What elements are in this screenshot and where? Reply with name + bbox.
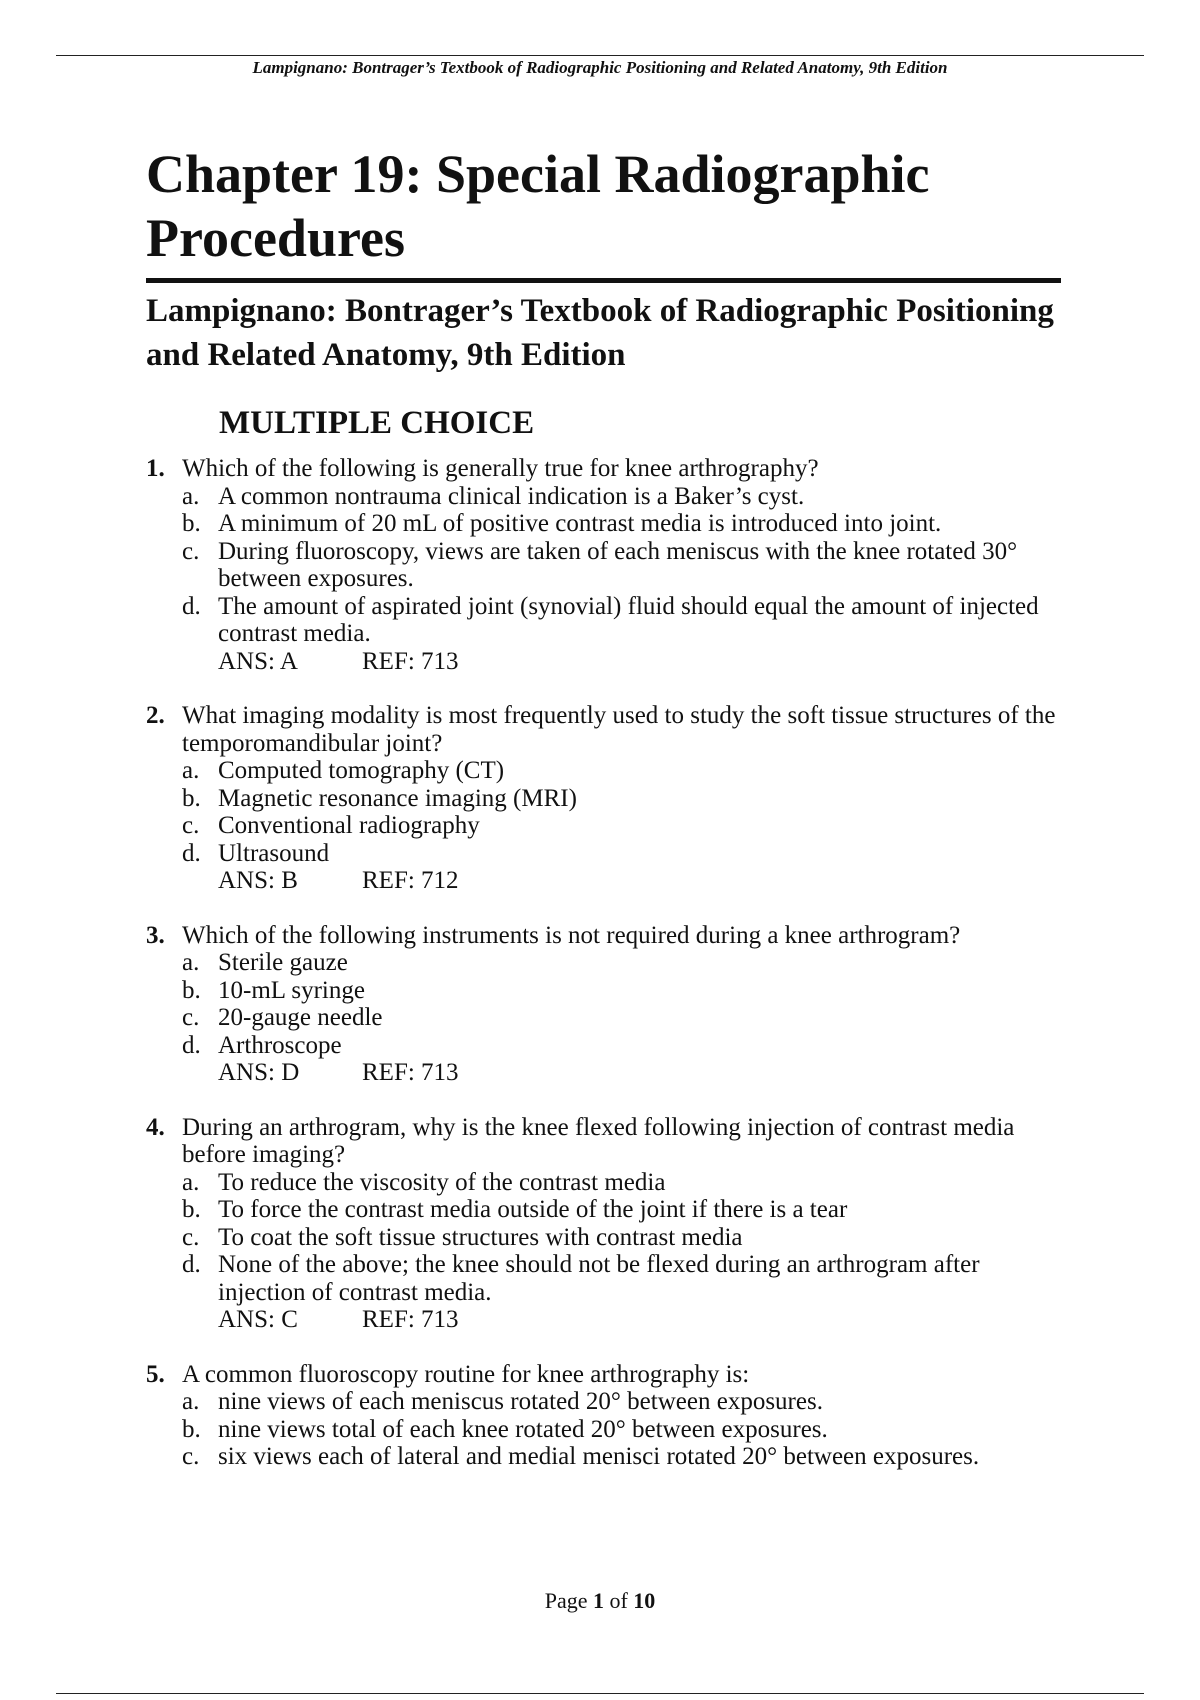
question-text: A common fluoroscopy routine for knee arthrography is: [182, 1360, 750, 1388]
question-number: 1. [146, 455, 165, 482]
option-letter: a. [182, 482, 200, 510]
option-text: To reduce the viscosity of the contrast media [218, 1168, 666, 1196]
option-text: Ultrasound [218, 839, 330, 867]
option-letter: c. [182, 537, 200, 565]
option-c [182, 1443, 1061, 1471]
option-d [182, 1032, 1061, 1060]
question-1 [146, 455, 1061, 675]
option-letter: d. [182, 592, 201, 620]
option-text: 20-gauge needle [218, 1004, 383, 1031]
option-a [182, 1388, 1061, 1416]
question-body [182, 1114, 1061, 1334]
option-letter: b. [182, 1415, 201, 1443]
question-text: Which of the following is generally true for knee arthrography? [182, 455, 819, 482]
question-body [182, 455, 1061, 675]
option-text: A minimum of 20 mL of positive contrast media is introduced into joint. [218, 510, 942, 537]
option-letter: b. [182, 1196, 201, 1223]
option-letter: a. [182, 1388, 200, 1415]
book-title: Lampignano: Bontrager’s Textbook of Radiographic Positioning and Related Anatomy, 9th Edition [146, 293, 1054, 373]
option-letter: d. [182, 1251, 201, 1278]
option-text: None of the above; the knee should not be flexed during an arthrogram after injection of contrast media. [218, 1251, 980, 1306]
option-c [182, 812, 1061, 840]
option-b [182, 510, 1061, 538]
answer-line [182, 648, 1061, 676]
question-body [182, 922, 1061, 1087]
top-rule [56, 55, 1144, 56]
option-letter: a. [182, 949, 200, 976]
option-a [182, 949, 1061, 977]
question-number: 2. [146, 702, 165, 729]
option-b [182, 785, 1061, 813]
current-page-number: 1 [592, 1588, 604, 1613]
option-letter: d. [182, 839, 201, 867]
option-text: Magnetic resonance imaging (MRI) [218, 784, 577, 812]
option-a [182, 1169, 1061, 1197]
option-d [182, 840, 1061, 868]
page-content [146, 142, 1061, 1498]
page-reference: REF: 713 [362, 1059, 459, 1086]
question-number: 4. [146, 1113, 165, 1141]
running-header: Lampignano: Bontrager’s Textbook of Radiographic Positioning and Related Anatomy, 9th Edition [252, 58, 948, 77]
option-text: To force the contrast media outside of the joint if there is a tear [218, 1196, 848, 1223]
option-text: To coat the soft tissue structures with contrast media [218, 1223, 743, 1251]
option-d [182, 1251, 1061, 1306]
page-footer [0, 1588, 1200, 1614]
page-label: Page [544, 1588, 588, 1613]
page-reference: REF: 713 [362, 647, 459, 675]
option-letter: c. [182, 812, 200, 839]
option-text: nine views of each meniscus rotated 20° between exposures. [218, 1388, 823, 1415]
total-page-count: 10 [633, 1588, 656, 1613]
option-text: Computed tomography (CT) [218, 757, 505, 784]
question-2 [146, 702, 1061, 895]
option-text: Arthroscope [218, 1031, 342, 1059]
question-body [182, 702, 1061, 895]
option-letter: c. [182, 1004, 200, 1031]
option-text: A common nontrauma clinical indication is a Baker’s cyst. [218, 482, 805, 510]
section-heading: MULTIPLE CHOICE [219, 405, 535, 441]
option-text: Conventional radiography [218, 812, 480, 839]
option-text: Sterile gauze [218, 949, 348, 976]
option-b [182, 1196, 1061, 1224]
option-text: nine views total of each knee rotated 20° between exposures. [218, 1415, 828, 1443]
bottom-rule [56, 1693, 1144, 1694]
option-letter: d. [182, 1031, 201, 1059]
option-a [182, 757, 1061, 785]
option-b [182, 977, 1061, 1005]
option-text: During fluoroscopy, views are taken of each meniscus with the knee rotated 30° between exposures. [218, 537, 1018, 592]
question-body [182, 1361, 1061, 1471]
option-c [182, 1004, 1061, 1032]
option-b [182, 1416, 1061, 1444]
question-number: 5. [146, 1360, 165, 1388]
question-3 [146, 922, 1061, 1087]
question-text: What imaging modality is most frequently used to study the soft tissue structures of the temporomandibular joint? [182, 702, 1056, 757]
answer-key: ANS: C [218, 1306, 298, 1333]
option-letter: c. [182, 1443, 200, 1470]
question-number: 3. [146, 921, 165, 949]
page-reference: REF: 713 [362, 1306, 459, 1333]
option-text: The amount of aspirated joint (synovial) fluid should equal the amount of injected contrast media. [218, 592, 1039, 647]
option-text: 10-mL syringe [218, 976, 365, 1004]
question-4 [146, 1114, 1061, 1334]
answer-key: ANS: A [218, 647, 298, 675]
answer-line [182, 867, 1061, 895]
option-d [182, 593, 1061, 648]
chapter-title: Chapter 19: Special Radiographic Procedures [146, 142, 1061, 283]
answer-line [182, 1059, 1061, 1087]
option-letter: b. [182, 784, 201, 812]
page-reference: REF: 712 [362, 867, 459, 894]
option-letter: b. [182, 976, 201, 1004]
option-c [182, 538, 1061, 593]
option-letter: a. [182, 757, 200, 784]
option-text: six views each of lateral and medial menisci rotated 20° between exposures. [218, 1443, 980, 1470]
question-text: During an arthrogram, why is the knee flexed following injection of contrast media before imaging? [182, 1113, 1015, 1168]
option-letter: a. [182, 1168, 200, 1196]
option-letter: b. [182, 510, 201, 537]
option-c [182, 1224, 1061, 1252]
question-text: Which of the following instruments is not required during a knee arthrogram? [182, 921, 961, 949]
option-letter: c. [182, 1223, 200, 1251]
of-label: of [609, 1588, 628, 1613]
answer-line [182, 1306, 1061, 1334]
option-a [182, 483, 1061, 511]
answer-key: ANS: B [218, 867, 298, 894]
answer-key: ANS: D [218, 1059, 300, 1086]
question-5 [146, 1361, 1061, 1471]
